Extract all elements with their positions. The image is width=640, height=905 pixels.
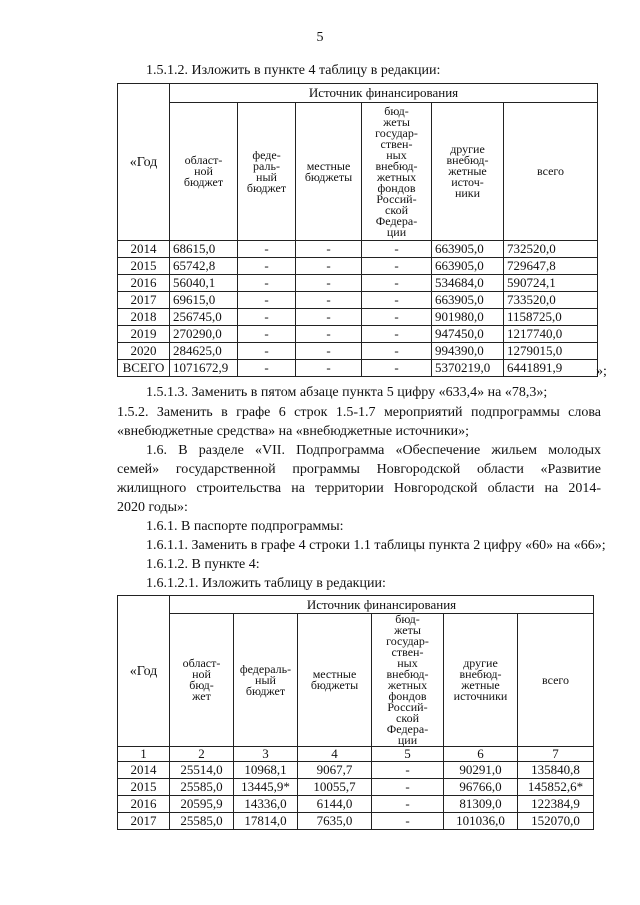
column-header-2: област- ной бюджет xyxy=(170,103,238,241)
column-number-6: 6 xyxy=(444,747,518,762)
table-row xyxy=(118,326,598,343)
table-row xyxy=(118,813,594,830)
table-cell: 947450,0 xyxy=(432,326,504,343)
column-number-7: 7 xyxy=(518,747,594,762)
row-year-cell: ВСЕГО xyxy=(118,360,170,377)
table-cell: 135840,8 xyxy=(518,762,594,779)
column-number-5: 5 xyxy=(372,747,444,762)
row-year-cell: 2017 xyxy=(118,813,170,830)
table-row xyxy=(118,360,598,377)
table-cell: 25514,0 xyxy=(170,762,234,779)
paragraph-1-6-1: 1.6.1. В паспорте подпрограммы: xyxy=(146,519,344,534)
row-year-cell: 2016 xyxy=(118,796,170,813)
table-cell: - xyxy=(296,292,362,309)
column-number-2: 2 xyxy=(170,747,234,762)
table-cell: 17814,0 xyxy=(234,813,298,830)
table-cell: - xyxy=(372,762,444,779)
financing-table-2 xyxy=(117,595,594,830)
table-cell: 256745,0 xyxy=(170,309,238,326)
table-cell: 9067,7 xyxy=(298,762,372,779)
column-header-4: местные бюджеты xyxy=(296,103,362,241)
row-year-cell: 2020 xyxy=(118,343,170,360)
row-year-cell: 2018 xyxy=(118,309,170,326)
table-cell: 994390,0 xyxy=(432,343,504,360)
table-cell: - xyxy=(362,292,432,309)
paragraph-1-6-line-2: семей» государственной программы Новгородской области «Развитие xyxy=(117,462,601,477)
table-cell: 101036,0 xyxy=(444,813,518,830)
table-cell: 732520,0 xyxy=(504,241,598,258)
group-header-financing: Источник финансирования xyxy=(170,596,594,614)
table-row xyxy=(118,762,594,779)
table-cell: - xyxy=(296,241,362,258)
table-cell: - xyxy=(296,258,362,275)
row-year-cell: 2014 xyxy=(118,762,170,779)
table-cell: 6441891,9 xyxy=(504,360,598,377)
table-row xyxy=(118,343,598,360)
table-cell: - xyxy=(362,326,432,343)
table-cell: 10968,1 xyxy=(234,762,298,779)
table-cell: - xyxy=(238,326,296,343)
column-header-year: «Год xyxy=(118,596,170,747)
table-cell: 5370219,0 xyxy=(432,360,504,377)
table-cell: 901980,0 xyxy=(432,309,504,326)
column-header-4: местные бюджеты xyxy=(298,614,372,747)
table-cell: 7635,0 xyxy=(298,813,372,830)
paragraph-1-5-1-2: 1.5.1.2. Изложить в пункте 4 таблицу в редакции: xyxy=(146,63,441,78)
table-cell: 663905,0 xyxy=(432,258,504,275)
table-cell: 284625,0 xyxy=(170,343,238,360)
column-header-6: другие внебюд- жетные источ- ники xyxy=(432,103,504,241)
column-header-3: федераль- ный бюджет xyxy=(234,614,298,747)
table-row xyxy=(118,796,594,813)
table-cell: 729647,8 xyxy=(504,258,598,275)
table-cell: 1158725,0 xyxy=(504,309,598,326)
table-cell: 663905,0 xyxy=(432,292,504,309)
column-header-5: бюд- жеты государ- ствен- ных внебюд- жетных фондов Россий- ской Федера- ции xyxy=(372,614,444,747)
table-cell: 152070,0 xyxy=(518,813,594,830)
paragraph-1-6-line-1: 1.6. В разделе «VII. Подпрограмма «Обеспечение жильем молодых xyxy=(146,443,601,458)
table-cell: - xyxy=(296,360,362,377)
column-number-4: 4 xyxy=(298,747,372,762)
page-number: 5 xyxy=(316,30,324,45)
row-year-cell: 2019 xyxy=(118,326,170,343)
table-cell: 25585,0 xyxy=(170,779,234,796)
table-cell: - xyxy=(238,309,296,326)
table-cell: - xyxy=(362,241,432,258)
table-cell: - xyxy=(238,275,296,292)
paragraph-1-5-2-line-1: 1.5.2. Заменить в графе 6 строк 1.5-1.7 мероприятий подпрограммы слова xyxy=(117,405,601,420)
table-cell: - xyxy=(296,309,362,326)
column-header-year: «Год xyxy=(118,84,170,241)
row-year-cell: 2015 xyxy=(118,779,170,796)
table-cell: - xyxy=(362,309,432,326)
table-cell: 1071672,9 xyxy=(170,360,238,377)
table-cell: - xyxy=(238,292,296,309)
table-cell: 663905,0 xyxy=(432,241,504,258)
table-cell: - xyxy=(296,343,362,360)
table-cell: - xyxy=(238,360,296,377)
table-row xyxy=(118,275,598,292)
table-row xyxy=(118,779,594,796)
table-row xyxy=(118,309,598,326)
financing-table-1 xyxy=(117,83,598,377)
table-row xyxy=(118,292,598,309)
column-header-2: област- ной бюд- жет xyxy=(170,614,234,747)
row-year-cell: 2014 xyxy=(118,241,170,258)
group-header-financing: Источник финансирования xyxy=(170,84,598,103)
table-cell: - xyxy=(362,275,432,292)
column-header-7: всего xyxy=(504,103,598,241)
column-number-1: 1 xyxy=(118,747,170,762)
table-cell: 733520,0 xyxy=(504,292,598,309)
column-header-6: другие внебюд- жетные источники xyxy=(444,614,518,747)
table-cell: 14336,0 xyxy=(234,796,298,813)
table-cell: 56040,1 xyxy=(170,275,238,292)
paragraph-1-6-line-4: 2020 годы»: xyxy=(117,500,188,515)
column-header-5: бюд- жеты государ- ствен- ных внебюд- жетных фондов Россий- ской Федера- ции xyxy=(362,103,432,241)
table-row xyxy=(118,258,598,275)
table-cell: 65742,8 xyxy=(170,258,238,275)
table-cell: 13445,9* xyxy=(234,779,298,796)
paragraph-1-5-1-3: 1.5.1.3. Заменить в пятом абзаце пункта 5 цифру «633,4» на «78,3»; xyxy=(146,385,548,400)
column-header-3: феде- раль- ный бюджет xyxy=(238,103,296,241)
table-cell: 145852,6* xyxy=(518,779,594,796)
row-year-cell: 2016 xyxy=(118,275,170,292)
table-cell: 534684,0 xyxy=(432,275,504,292)
table-cell: - xyxy=(372,813,444,830)
paragraph-1-6-1-2: 1.6.1.2. В пункте 4: xyxy=(146,557,260,572)
table-cell: 90291,0 xyxy=(444,762,518,779)
table-cell: 25585,0 xyxy=(170,813,234,830)
table-cell: - xyxy=(372,779,444,796)
table-cell: 1279015,0 xyxy=(504,343,598,360)
column-number-3: 3 xyxy=(234,747,298,762)
paragraph-1-6-1-1: 1.6.1.1. Заменить в графе 4 строки 1.1 таблицы пункта 2 цифру «60» на «66»; xyxy=(146,538,606,553)
table-cell: 122384,9 xyxy=(518,796,594,813)
table-cell: 96766,0 xyxy=(444,779,518,796)
table-cell: 81309,0 xyxy=(444,796,518,813)
table-cell: 1217740,0 xyxy=(504,326,598,343)
table-cell: - xyxy=(296,275,362,292)
table-cell: 590724,1 xyxy=(504,275,598,292)
table-cell: - xyxy=(372,796,444,813)
table-row xyxy=(118,241,598,258)
table-cell: 69615,0 xyxy=(170,292,238,309)
table-cell: - xyxy=(296,326,362,343)
table-cell: - xyxy=(362,360,432,377)
paragraph-1-5-2-line-2: «внебюджетные средства» на «внебюджетные источники»; xyxy=(117,424,470,439)
table-cell: 10055,7 xyxy=(298,779,372,796)
table-cell: - xyxy=(238,241,296,258)
paragraph-1-6-1-2-1: 1.6.1.2.1. Изложить таблицу в редакции: xyxy=(146,576,386,591)
paragraph-1-6-line-3: жилищного строительства на территории Новгородской области на 2014- xyxy=(117,481,601,496)
row-year-cell: 2017 xyxy=(118,292,170,309)
table-cell: 20595,9 xyxy=(170,796,234,813)
table-cell: - xyxy=(362,258,432,275)
table-1-closing-quote: »; xyxy=(596,364,607,379)
table-cell: - xyxy=(238,343,296,360)
table-cell: 68615,0 xyxy=(170,241,238,258)
row-year-cell: 2015 xyxy=(118,258,170,275)
table-cell: 6144,0 xyxy=(298,796,372,813)
table-cell: - xyxy=(238,258,296,275)
table-cell: 270290,0 xyxy=(170,326,238,343)
table-cell: - xyxy=(362,343,432,360)
column-header-7: всего xyxy=(518,614,594,747)
